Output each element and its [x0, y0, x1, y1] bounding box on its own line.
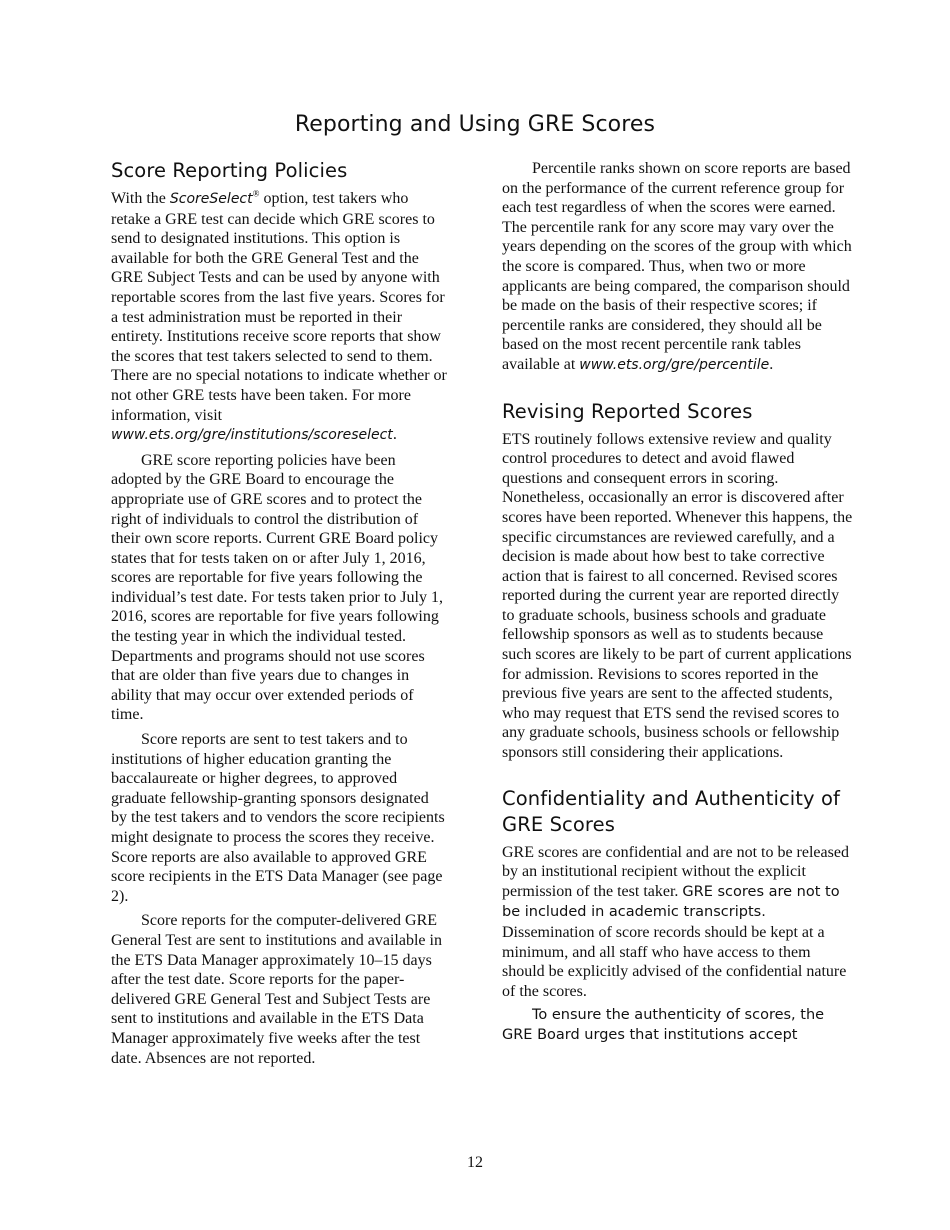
paragraph-score-recipients: Score reports are sent to test takers and to institutions of higher education granting the baccalaureate or higher degrees, to approved graduate fellowship-granting sponsors designated by the test takers and to vendors the score recipients might designate to process the scores they receive. Score reports are also available to approved GRE score recipients in the ETS Data Manager (see page 2).	[111, 731, 445, 905]
paragraph-revising-scores: ETS routinely follows extensive review and quality control procedures to detect and avoid flawed questions and consequent errors in scoring. Nonetheless, occasionally an error is discovered after scores have been reported. Whenever this happens, the specific circumstances are reviewed carefully, and a decision is made about how best to take corrective action that is fairest to all concerned. Revised scores reported during the current year are reported directly to graduate schools, business schools and graduate fellowship sponsors as well as to students because such scores are likely to be part of current applications for admission. Revisions to scores reported in the previous five years are sent to the affected students, who may request that ETS send the revised scores to any graduate schools, business schools or fellowship sponsors still considering their applications.	[502, 430, 853, 762]
scoreselect-link[interactable]: www.ets.org/gre/institutions/scoreselect	[111, 427, 393, 444]
page-title: Reporting and Using GRE Scores	[294, 112, 656, 137]
paragraph-percentile-ranks: Percentile ranks shown on score reports are based on the performance of the current reference group for each test regardless of when the scores were earned. The percentile rank for any score may vary over the years depending on the scores of the group with which the score is compared. Thus, when two or more applicants are being compared, the comparison should be made on the basis of their respective scores; if percentile ranks are considered, they should all be based on the most recent percentile rank tables available at www.ets.org/gre/percentile.	[502, 160, 852, 373]
right-column	[502, 159, 855, 1051]
heading-score-reporting-policies: Score Reporting Policies	[111, 159, 348, 182]
transcripts-notice: GRE scores are not to be included in academic transcripts.	[502, 883, 840, 921]
left-column	[111, 158, 448, 1073]
scoreselect-term: ScoreSelect	[169, 191, 253, 207]
paragraph-scoreselect: With the ScoreSelect® option, test takers who retake a GRE test can decide which GRE scores to send to designated institutions. This option is available for both the GRE General Test and the GRE Subject Tests and can be used by anyone with reportable scores from the last five years. Scores for a test administration must be reported in their entirety. Institutions receive score reports that show the scores that test takers selected to send to them. There are no special notations to indicate whether or not other GRE tests have been taken. For more information, visit www.ets.org/gre/institutions/scoreselect.	[111, 188, 447, 444]
registered-mark: ®	[252, 188, 260, 199]
paragraph-reporting-policies: GRE score reporting policies have been adopted by the GRE Board to encourage the appropriate use of GRE scores and to protect the right of individuals to control the distribution of their own score reports. Current GRE Board policy states that for tests taken on or after July 1, 2016, scores are reportable for five years following the individual’s test date. For tests taken prior to July 1, 2016, scores are reportable for five years following the testing year in which the individual tested. Departments and programs should not use scores that are older than five years due to changes in ability that may occur over extended periods of time.	[111, 451, 443, 724]
paragraph-delivery-timing: Score reports for the computer-delivered GRE General Test are sent to institutions and available in the ETS Data Manager approximately 10–15 days after the test date. Score reports for the paper-delivered GRE General Test and Subject Tests are sent to institutions and available in the ETS Data Manager approximately five weeks after the test date. Absences are not reported.	[111, 912, 442, 1067]
percentile-link[interactable]: www.ets.org/gre/percentile	[579, 356, 770, 373]
heading-confidentiality: Confidentiality and Authenticity of GRE Scores	[502, 786, 840, 836]
paragraph-confidentiality: GRE scores are confidential and are not to be released by an institutional recipient without the explicit permission of the test taker. GRE scores are not to be included in academic transcripts. Dissemination of score records should be kept at a minimum, and all staff who have access to them should be explicitly advised of the confidential nature of the scores.	[502, 843, 849, 1000]
paragraph-authenticity: To ensure the authenticity of scores, the GRE Board urges that institutions accept	[502, 1007, 825, 1043]
page-number: 12	[467, 1154, 483, 1171]
heading-revising-reported-scores: Revising Reported Scores	[502, 399, 753, 423]
